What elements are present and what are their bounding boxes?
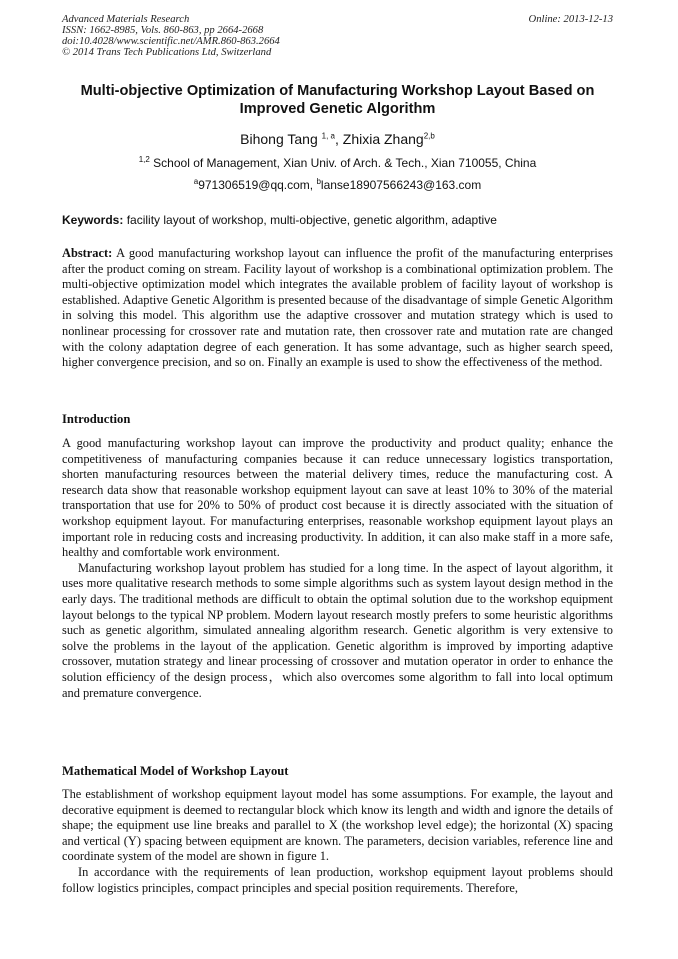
math-model-section	[62, 787, 613, 896]
email-superscript: a	[193, 177, 199, 186]
abstract-text: A good manufacturing workshop layout can influence the profit of the manufacturing enterprises after the product coming on stream. Facility layout of workshop is a combinational optimization problem. The multi-objective optimization model which integrates the available problem of facility layout of workshop is established. Adaptive Genetic Algorithm is presented because of the disadvantage of simple Genetic Algorithm in solving this model. This algorithm use the adaptive crossover and mutation strategy which is used to nonlinear processing for crossover rate and mutation rate, then crossover rate and mutation rate are changed with the colony adaptation degree of each generation. It has some advantage, such as higher search speed, higher convergence precision, and so on. Finally an example is used to show the effectiveness of the method.	[62, 246, 613, 370]
issn-line: ISSN: 1662-8985, Vols. 860-863, pp 2664-2668	[62, 25, 264, 36]
online-date: Online: 2013-12-13	[528, 14, 613, 25]
section-heading-introduction: Introduction	[62, 412, 131, 426]
journal-header	[62, 14, 613, 58]
paragraph: A good manufacturing workshop layout can improve the productivity and product quality; enhance the competitiveness of manufacturing companies because it can reduce unnecessary logistics transportation, shorten manufacturing resources between the material delivery times, reduce the manufacturing cost. A research data show that reasonable workshop equipment layout can save at least 10% to 30% of the material transportation that use for 20% to 50% of product cost because it is directly associated with the situation of workshop equipment layout. For manufacturing enterprises, reasonable workshop equipment layout plays an important role in reducing costs and increasing productivity. In addition, it can also make staff in a more safe, healthy and comfortable work environment.	[62, 436, 613, 560]
email-link[interactable]: lanse18907566243@163.com	[320, 178, 482, 192]
author-emails	[62, 178, 613, 192]
affiliation-superscript: 1,2	[138, 155, 150, 164]
abstract-label: Abstract:	[62, 246, 113, 260]
author-name: Zhixia Zhang	[342, 131, 424, 147]
email-superscript: b	[316, 177, 321, 186]
doi-line: doi:10.4028/www.scientific.net/AMR.860-863.2664	[62, 36, 280, 47]
author-superscript: 1, a	[321, 131, 335, 141]
introduction-section	[62, 436, 613, 701]
paragraph: In accordance with the requirements of lean production, workshop equipment layout problems should follow logistics principles, compact principles and special position requirements. Therefore,	[62, 864, 613, 895]
email-link[interactable]: 971306519@qq.com,	[198, 178, 317, 192]
author-name: Bihong Tang	[240, 131, 318, 147]
paper-title: Multi-objective Optimization of Manufacturing Workshop Layout Based on Improved Genetic Algorithm	[80, 83, 595, 117]
paragraph: Manufacturing workshop layout problem has studied for a long time. In the aspect of layout algorithm, it uses more qualitative research methods to some simple algorithms such as system layout design method in the early days. The traditional methods are difficult to obtain the optimal solution due to the workshop equipment layout belongs to the typical NP problem. Modern layout research mostly prefers to some heuristic algorithms such as genetic algorithm, simulated annealing algorithm research. Genetic algorithm is very extensive to solve the problems in the layout of the application. Genetic algorithm is improved by importing adaptive crossover, mutation strategy and linear processing of crossover and mutation operator in order to enhance the solution efficiency of the design process，which also overcomes some algorithm to fall into local optimum and premature convergence.	[62, 560, 613, 700]
keywords-text: facility layout of workshop, multi-objective, genetic algorithm, adaptive	[123, 213, 497, 227]
copyright-line: © 2014 Trans Tech Publications Ltd, Switzerland	[62, 47, 272, 58]
affiliation-text: School of Management, Xian Univ. of Arch. & Tech., Xian 710055, China	[149, 156, 537, 170]
section-heading-math-model: Mathematical Model of Workshop Layout	[62, 764, 289, 778]
affiliation	[62, 156, 613, 170]
keywords-label: Keywords:	[62, 213, 124, 227]
abstract	[62, 246, 613, 371]
author-superscript: 2,b	[423, 131, 435, 141]
author-separator: ,	[334, 131, 343, 147]
journal-name: Advanced Materials Research	[62, 14, 190, 25]
keywords	[62, 213, 613, 227]
paragraph: The establishment of workshop equipment layout model has some assumptions. For example, the layout and decorative equipment is deemed to rectangular block which know its length and width and ignore the details of shape; the equipment use line breaks and parallel to X (the workshop level edge); the horizontal (X) spacing and vertical (Y) spacing between equipment are known. The parameters, decision variables, reference line and coordinate system of the model are shown in figure 1.	[62, 787, 613, 864]
author-list	[62, 131, 613, 147]
